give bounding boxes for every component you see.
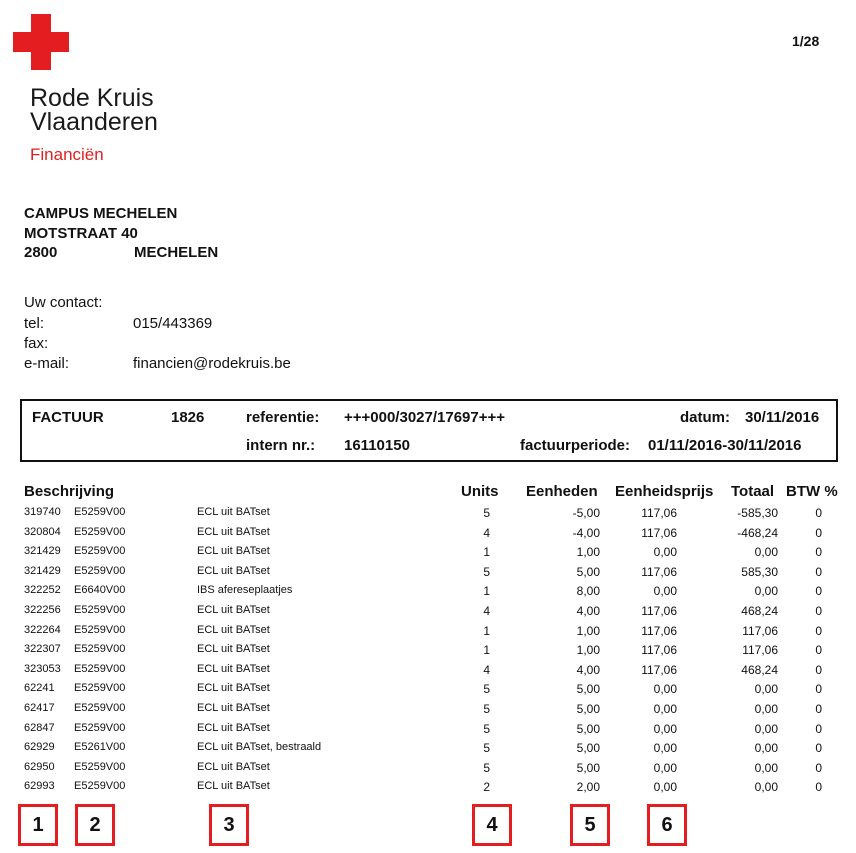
tel-label: tel: xyxy=(24,315,45,332)
row-totaal: -585,30 xyxy=(737,506,778,520)
row-id: 321429 xyxy=(24,545,61,558)
row-eenheden: 5,00 xyxy=(576,564,600,579)
row-totaal: 117,06 xyxy=(742,643,778,658)
row-totaal: 468,24 xyxy=(741,604,778,618)
marker-6: 6 xyxy=(647,804,687,846)
row-eenheden: 1,00 xyxy=(576,545,600,560)
row-eenheidsprijs: 0,00 xyxy=(653,780,677,795)
header-units: Units xyxy=(461,483,499,500)
address-postcode: 2800 xyxy=(24,244,58,261)
row-totaal: 585,30 xyxy=(741,564,778,579)
address-line-1: CAMPUS MECHELEN xyxy=(24,205,178,222)
red-cross-logo xyxy=(13,14,69,70)
invoice-period-label: factuurperiode: xyxy=(520,437,631,454)
row-eenheidsprijs: 117,06 xyxy=(641,643,677,658)
row-id: 62950 xyxy=(24,760,55,773)
row-description: IBS afereseplaatjes xyxy=(197,584,293,597)
row-btw: 0 xyxy=(815,545,822,560)
contact-label: Uw contact: xyxy=(24,294,103,311)
header-eenheidsprijs: Eenheidsprijs xyxy=(615,483,714,500)
row-code: E6640V00 xyxy=(74,584,126,597)
row-btw: 0 xyxy=(815,506,822,520)
row-units: 5 xyxy=(483,506,490,520)
row-id: 319740 xyxy=(24,506,61,518)
row-totaal: 0,00 xyxy=(754,741,778,756)
address-city: MECHELEN xyxy=(134,244,219,261)
row-id: 62241 xyxy=(24,682,55,695)
row-id: 320804 xyxy=(24,525,61,538)
page-number: 1/28 xyxy=(792,33,820,49)
row-eenheidsprijs: 0,00 xyxy=(653,721,677,736)
row-code: E5259V00 xyxy=(74,604,126,616)
row-units: 1 xyxy=(483,545,490,560)
row-units: 2 xyxy=(483,780,490,795)
row-btw: 0 xyxy=(815,564,822,579)
row-eenheidsprijs: 117,06 xyxy=(641,525,677,540)
invoice-number: 1826 xyxy=(171,409,205,426)
row-eenheidsprijs: 117,06 xyxy=(641,623,677,638)
row-units: 5 xyxy=(483,741,490,756)
row-eenheidsprijs: 0,00 xyxy=(653,584,677,599)
header-eenheden: Eenheden xyxy=(526,483,598,500)
org-line-2: Vlaanderen xyxy=(30,108,158,136)
row-description: ECL uit BATset xyxy=(197,623,270,636)
row-description: ECL uit BATset xyxy=(197,525,270,538)
row-totaal: 0,00 xyxy=(754,702,778,716)
org-line-1: Rode Kruis xyxy=(30,84,154,112)
header-totaal: Totaal xyxy=(731,483,775,500)
row-units: 4 xyxy=(483,604,490,618)
marker-5: 5 xyxy=(570,804,610,846)
row-eenheidsprijs: 0,00 xyxy=(653,741,677,756)
row-description: ECL uit BATset xyxy=(197,506,270,518)
row-id: 322264 xyxy=(24,623,61,636)
row-id: 323053 xyxy=(24,662,61,675)
reference-label: referentie: xyxy=(246,409,320,426)
row-totaal: 468,24 xyxy=(741,662,778,677)
row-id: 322256 xyxy=(24,604,61,616)
row-id: 62417 xyxy=(24,702,55,714)
row-btw: 0 xyxy=(815,741,822,756)
row-eenheden: 4,00 xyxy=(576,604,600,618)
row-code: E5259V00 xyxy=(74,564,126,577)
row-btw: 0 xyxy=(815,643,822,658)
row-code: E5259V00 xyxy=(74,662,126,675)
row-description: ECL uit BATset xyxy=(197,780,270,793)
row-description: ECL uit BATset xyxy=(197,564,270,577)
row-units: 1 xyxy=(483,584,490,599)
department-name: Financiën xyxy=(30,145,104,164)
row-eenheidsprijs: 0,00 xyxy=(653,702,677,716)
row-eenheden: -4,00 xyxy=(572,525,600,540)
row-description: ECL uit BATset xyxy=(197,702,270,714)
row-id: 62993 xyxy=(24,780,55,793)
marker-3: 3 xyxy=(209,804,249,846)
row-code: E5259V00 xyxy=(74,760,126,773)
row-description: ECL uit BATset xyxy=(197,604,270,616)
row-eenheden: 5,00 xyxy=(576,702,600,716)
row-btw: 0 xyxy=(815,525,822,540)
row-code: E5259V00 xyxy=(74,780,126,793)
row-id: 62847 xyxy=(24,721,55,734)
row-btw: 0 xyxy=(815,780,822,795)
marker-1: 1 xyxy=(18,804,58,846)
row-totaal: 0,00 xyxy=(754,545,778,560)
fax-label: fax: xyxy=(24,335,49,352)
row-code: E5261V00 xyxy=(74,741,126,754)
row-totaal: 0,00 xyxy=(754,584,778,599)
address-line-2: MOTSTRAAT 40 xyxy=(24,225,138,242)
row-units: 5 xyxy=(483,760,490,775)
row-totaal: 117,06 xyxy=(742,623,778,638)
row-totaal: 0,00 xyxy=(754,682,778,697)
row-eenheidsprijs: 0,00 xyxy=(653,545,677,560)
row-units: 1 xyxy=(483,623,490,638)
row-description: ECL uit BATset xyxy=(197,721,270,734)
row-eenheidsprijs: 117,06 xyxy=(641,662,677,677)
row-eenheden: 4,00 xyxy=(576,662,600,677)
row-eenheden: 5,00 xyxy=(576,741,600,756)
row-code: E5259V00 xyxy=(74,545,126,558)
row-eenheden: 5,00 xyxy=(576,760,600,775)
row-eenheidsprijs: 117,06 xyxy=(641,604,677,618)
row-id: 62929 xyxy=(24,741,55,754)
invoice-period-value: 01/11/2016-30/11/2016 xyxy=(648,437,802,454)
row-eenheden: 1,00 xyxy=(576,643,600,658)
row-code: E5259V00 xyxy=(74,682,126,695)
row-code: E5259V00 xyxy=(74,506,126,518)
row-eenheidsprijs: 0,00 xyxy=(653,760,677,775)
invoice-type: FACTUUR xyxy=(32,409,104,426)
row-totaal: 0,00 xyxy=(754,780,778,795)
row-eenheden: -5,00 xyxy=(572,506,600,520)
row-description: ECL uit BATset xyxy=(197,643,270,656)
row-btw: 0 xyxy=(815,702,822,716)
row-eenheidsprijs: 117,06 xyxy=(641,564,677,579)
row-btw: 0 xyxy=(815,662,822,677)
row-totaal: -468,24 xyxy=(737,525,778,540)
row-code: E5259V00 xyxy=(74,525,126,538)
row-units: 1 xyxy=(483,643,490,658)
row-code: E5259V00 xyxy=(74,643,126,656)
row-eenheden: 2,00 xyxy=(576,780,600,795)
row-eenheidsprijs: 117,06 xyxy=(641,506,677,520)
row-id: 321429 xyxy=(24,564,61,577)
row-btw: 0 xyxy=(815,604,822,618)
row-totaal: 0,00 xyxy=(754,760,778,775)
row-description: ECL uit BATset, bestraald xyxy=(197,741,322,754)
row-eenheden: 5,00 xyxy=(576,721,600,736)
row-code: E5259V00 xyxy=(74,721,126,734)
row-eenheidsprijs: 0,00 xyxy=(653,682,677,697)
row-units: 4 xyxy=(483,662,490,677)
row-units: 5 xyxy=(483,564,490,579)
row-units: 5 xyxy=(483,721,490,736)
date-value: 30/11/2016 xyxy=(745,409,820,426)
row-units: 4 xyxy=(483,525,490,540)
row-eenheden: 8,00 xyxy=(576,584,600,599)
row-btw: 0 xyxy=(815,584,822,599)
email-value[interactable]: financien@rodekruis.be xyxy=(133,355,291,372)
row-description: ECL uit BATset xyxy=(197,682,270,695)
header-description: Beschrijving xyxy=(24,483,115,500)
row-code: E5259V00 xyxy=(74,702,126,714)
intern-nr-label: intern nr.: xyxy=(246,437,316,454)
row-description: ECL uit BATset xyxy=(197,760,270,773)
row-totaal: 0,00 xyxy=(754,721,778,736)
email-label: e-mail: xyxy=(24,355,70,372)
row-btw: 0 xyxy=(815,760,822,775)
row-btw: 0 xyxy=(815,721,822,736)
row-eenheden: 5,00 xyxy=(576,682,600,697)
tel-value: 015/443369 xyxy=(133,315,213,332)
intern-nr-value: 16110150 xyxy=(344,437,410,454)
marker-4: 4 xyxy=(472,804,512,846)
row-btw: 0 xyxy=(815,682,822,697)
row-id: 322307 xyxy=(24,643,61,656)
row-description: ECL uit BATset xyxy=(197,545,270,558)
reference-value: +++000/3027/17697+++ xyxy=(344,409,506,426)
header-btw: BTW % xyxy=(786,483,838,500)
row-eenheden: 1,00 xyxy=(576,623,600,638)
row-code: E5259V00 xyxy=(74,623,126,636)
row-id: 322252 xyxy=(24,584,61,597)
row-description: ECL uit BATset xyxy=(197,662,270,675)
row-units: 5 xyxy=(483,702,490,716)
row-units: 5 xyxy=(483,682,490,697)
date-label: datum: xyxy=(680,409,730,426)
organization-name xyxy=(30,86,158,134)
row-btw: 0 xyxy=(815,623,822,638)
marker-2: 2 xyxy=(75,804,115,846)
